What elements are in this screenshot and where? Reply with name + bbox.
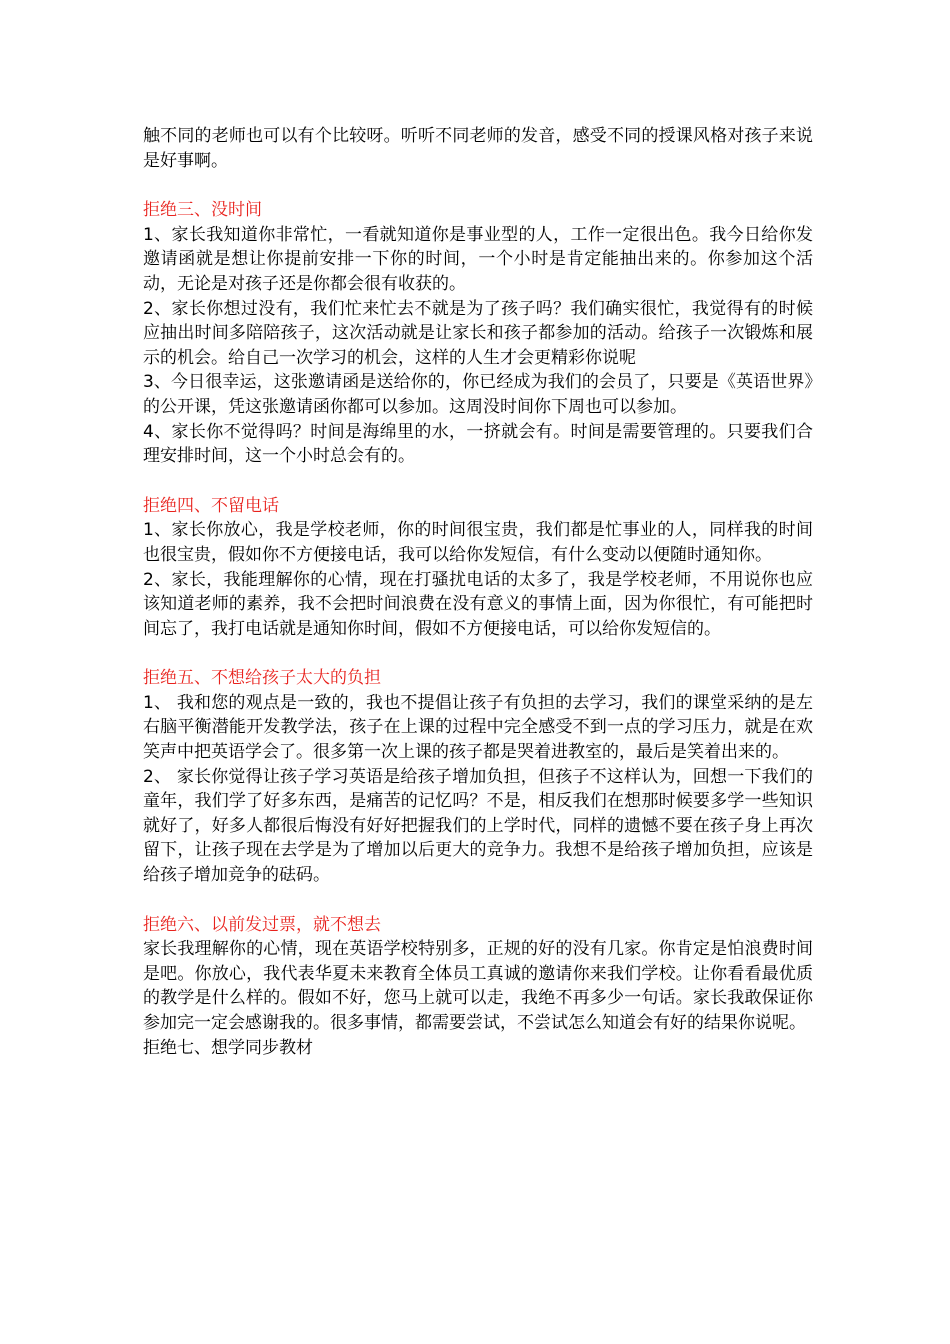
section-paragraph: 1、家长你放心，我是学校老师，你的时间很宝贵，我们都是忙事业的人，同样我的时间也很宝贵，假如你不方便接电话，我可以给你发短信，有什么变动以便随时通知你。 (143, 520, 813, 565)
section-paragraph: 2、 家长你觉得让孩子学习英语是给孩子增加负担，但孩子不这样认为，回想一下我们的童年，我们学了好多东西，是痛苦的记忆吗？不是，相反我们在想那时候要多学一些知识就好了，好多人都很后悔没有好好把握我们的上学时代，同样的遗憾不要在孩子身上再次留下，让孩子现在去学是为了增加以后更大的竞争力。我想不是给孩子增加负担，应该是给孩子增加竞争的砝码。 (143, 766, 813, 886)
section-paragraph: 4、家长你不觉得吗？时间是海绵里的水，一挤就会有。时间是需要管理的。只要我们合理安排时间，这一个小时总会有的。 (143, 421, 813, 467)
section-paragraph: 1、 我和您的观点是一致的，我也不提倡让孩子有负担的去学习，我们的课堂采纳的是左右脑平衡潜能开发教学法，孩子在上课的过程中完全感受不到一点的学习压力，就是在欢笑声中把英语学会了。很多第一次上课的孩子都是哭着进教室的，最后是笑着出来的。 (143, 692, 813, 763)
section-6 (143, 913, 813, 1061)
section-gap (143, 469, 813, 494)
section-5 (143, 666, 813, 887)
section-gap (143, 641, 813, 666)
section-4 (143, 494, 813, 642)
section-paragraph: 1、家长我知道你非常忙，一看就知道你是事业型的人，工作一定很出色。我今日给你发邀请函就是想让你提前安排一下你的时间，一个小时是肯定能抽出来的。你参加这个活动，无论是对孩子还是你都会很有收获的。 (143, 224, 813, 294)
trailing-heading: 拒绝七、想学同步教材 (143, 1037, 313, 1058)
section-gap (143, 173, 813, 198)
section-paragraph: 家长我理解你的心情，现在英语学校特别多，正规的好的没有几家。你肯定是怕浪费时间是吧。你放心，我代表华夏未来教育全体员工真诚的邀请你来我们学校。让你看看最优质的教学是什么样的。假如不好，您马上就可以走，我绝不再多少一句话。家长我敢保证你参加完一定会感谢我的。很多事情，都需要尝试，不尝试怎么知道会有好的结果你说呢。 (143, 939, 813, 1033)
section-heading: 拒绝六、以前发过票，就不想去 (143, 914, 381, 935)
section-heading: 拒绝四、不留电话 (143, 495, 279, 516)
section-paragraph: 3、今日很幸运，这张邀请函是送给你的，你已经成为我们的会员了，只要是《英语世界》的公开课，凭这张邀请函你都可以参加。这周没时间你下周也可以参加。 (143, 372, 813, 417)
section-heading: 拒绝五、不想给孩子太大的负担 (143, 668, 381, 689)
section-heading: 拒绝三、没时间 (143, 200, 262, 221)
section-paragraph: 2、家长，我能理解你的心情，现在打骚扰电话的太多了，我是学校老师，不用说你也应该知道老师的素养，我不会把时间浪费在没有意义的事情上面，因为你很忙，有可能把时间忘了，我打电话就是通知你时间，假如不方便接电话，可以给你发短信的。 (143, 569, 813, 639)
section-paragraph: 2、家长你想过没有，我们忙来忙去不就是为了孩子吗？我们确实很忙，我觉得有的时候应抽出时间多陪陪孩子，这次活动就是让家长和孩子都参加的活动。给孩子一次锻炼和展示的机会。给自己一次学习的机会，这样的人生才会更精彩你说呢 (143, 298, 813, 368)
intro-paragraph: 触不同的老师也可以有个比较呀。听听不同老师的发音，感受不同的授课风格对孩子来说是好事啊。 (143, 126, 813, 171)
section-3 (143, 198, 813, 469)
document-page (143, 124, 813, 1060)
section-gap (143, 888, 813, 913)
